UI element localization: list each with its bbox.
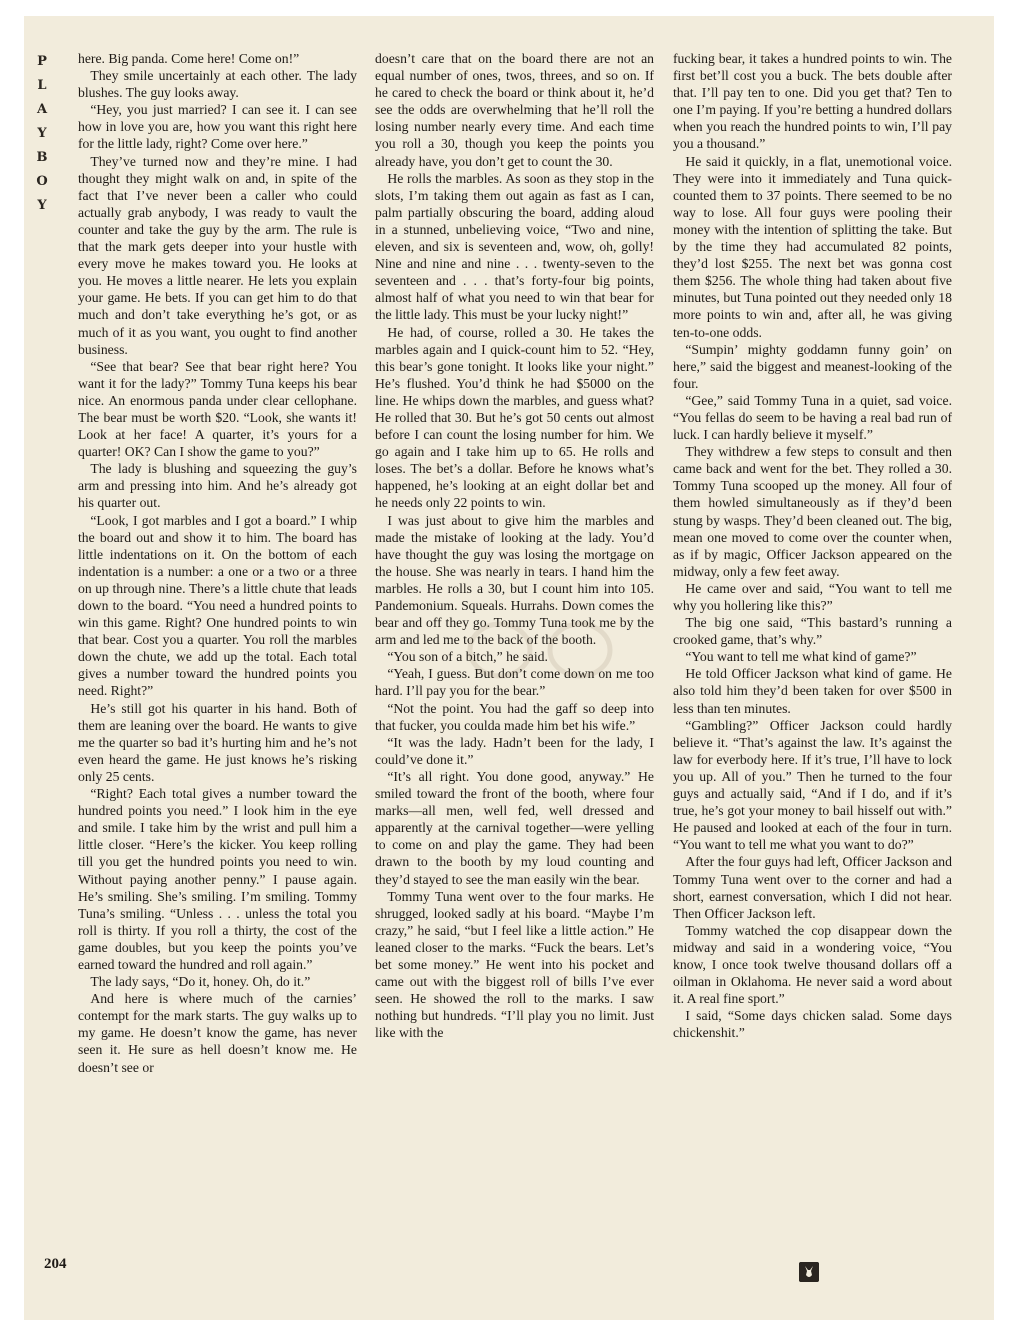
article-paragraph: “Sumpin’ mighty goddamn funny goin’ on here,” said the biggest and meanest-looking of the four. <box>673 341 952 391</box>
article-paragraph: fucking bear, it takes a hundred points to win. The first bet’ll cost you a buck. The bets double after that. I’ll pay ten to one. Did you get that? Ten to one I’m paying. If you’re betting a hundred dollars when you reach the hundred points to win, I’ll pay you a thousand.” <box>673 51 952 152</box>
masthead-letter: O <box>36 174 48 189</box>
article-paragraph: He had, of course, rolled a 30. He takes the marbles again and I quick-count him to 52. “Hey, this bear’s gone tonight. It looks like your night.” He’s flushed. You’d think he had $5000 on the line. He whips down the marbles, and guess what? He rolled that 30. But he’s got 50 cents out almost before I can count the losing number for him. We go again and I take him up to 65. He rolls and loses. The bet’s a dollar. Before he knows what’s happened, he’s looking at an eight dollar bet and he needs only 22 points to win. <box>375 324 654 511</box>
article-paragraph: And here is where much of the carnies’ contempt for the mark starts. The guy walks up to my game. He doesn’t know the game, has never seen it. He sure as hell doesn’t know me. He doesn’t see or <box>78 991 357 1075</box>
article-paragraph: “Not the point. You had the gaff so deep into that fucker, you coulda made him bet his wife.” <box>375 700 654 733</box>
rabbit-head-end-mark-icon <box>799 1262 819 1282</box>
article-paragraph: They’ve turned now and they’re mine. I had thought they might walk on and, in spite of the fact that I’ve never been a caller who could actually grab anybody, I was ready to vault the counter and take the guy by the arm. The rule is that the mark gets deeper into your hustle with every move he makes toward you. He looks at you. He moves a little nearer. He lets you explain your game. He bets. If you can get him to do that much and don’t take everything he’s got, or as much of it as you want, you ought to find another business. <box>78 153 357 357</box>
page-number: 204 <box>44 1256 67 1272</box>
article-paragraph: “It’s all right. You done good, anyway.” He smiled toward the front of the booth, where four marks—all men, well fed, well dressed and apparently at the carnival together—were yelling to come on and play the game. They had been drawn to the booth by my loud counting and they’d stayed to see the man easily win the bear. <box>375 768 654 887</box>
masthead-vertical <box>30 50 54 218</box>
masthead-letter: L <box>37 78 47 93</box>
article-paragraph: They withdrew a few steps to consult and then came back and went for the bet. They rolled a 30. Tommy Tuna scooped up the money. All four of them howled simultaneously as if they’d been stung by wasps. They’d been cleaned out. The big, mean one moved to come over the counter when, as if by magic, Officer Jackson appeared on the midway, only a few feet away. <box>673 444 952 579</box>
masthead-letter: Y <box>37 126 47 141</box>
article-paragraph: doesn’t care that on the board there are not an equal number of ones, twos, threes, and so on. If he cared to check the board or think about it, he’d see the odds are overwhelming that he’ll roll the losing number nearly every time. And each time you roll a 30, though you keep the points you already have, you don’t get to count the 30. <box>375 51 654 169</box>
masthead-letter: B <box>36 150 48 165</box>
article-paragraph: The lady is blushing and squeezing the guy’s arm and pressing into him. And he’s already got his quarter out. <box>78 461 357 511</box>
masthead-letter: Y <box>37 198 47 213</box>
article-paragraph: The big one said, “This bastard’s running a crooked game, that’s why.” <box>673 615 952 648</box>
masthead-letter: P <box>37 54 47 69</box>
article-paragraph: The lady says, “Do it, honey. Oh, do it.” <box>90 974 311 990</box>
article-paragraph: “Hey, you just married? I can see it. I can see how in love you are, how you want this right here for the little lady, right? Come over here.” <box>78 102 357 152</box>
article-paragraph: “You son of a bitch,” he said. <box>387 649 548 665</box>
article-column-3 <box>673 50 952 1290</box>
watermark-logo <box>440 605 640 695</box>
article-paragraph: “You want to tell me what kind of game?” <box>685 649 917 665</box>
article-paragraph: I said, “Some days chicken salad. Some days chickenshit.” <box>673 1008 952 1041</box>
article-paragraph: Tommy Tuna went over to the four marks. He shrugged, looked sadly at his board. “Maybe I’m crazy,” he said, “but I feel like a little action.” He leaned closer to the marks. “Fuck the bears. Let’s bet some money.” He went into his pocket and came out with the biggest roll of bills I’ve ever seen. He showed the roll to the marks. I saw nothing but hundreds. “I’ll play you no limit. Just like with the <box>375 888 654 1041</box>
article-paragraph: “It was the lady. Hadn’t been for the lady, I could’ve done it.” <box>375 734 654 767</box>
article-paragraph: “Gee,” said Tommy Tuna in a quiet, sad voice. “You fellas do seem to be having a real bad run of luck. I can hardly believe it myself.” <box>673 392 952 443</box>
article-paragraph: He said it quickly, in a flat, unemotional voice. They were into it immediately and Tuna quick-counted them to 37 points. There seemed to be no way to lose. All four guys were pooling their money with the intention of splitting the take. But by the time they had accumulated 82 points, they’d lost $255. The next bet was gonna cost them $256. The whole thing had taken about five minutes, but Tuna pointed out they needed only 18 more points to win and, after all, he was giving ten-to-one odds. <box>673 153 952 340</box>
article-paragraph: They smile uncertainly at each other. The lady blushes. The guy looks away. <box>78 68 357 101</box>
article-paragraph: “See that bear? See that bear right here? You want it for the lady?” Tommy Tuna keeps his bear nice. An enormous panda under clear cellophane. The bear must be worth $20. “Look, she wants it! Look at her face! A quarter, it’s yours for a quarter! OK? Can I show the game to you?” <box>78 358 357 460</box>
article-paragraph: After the four guys had left, Officer Jackson and Tommy Tuna went over to the corner and had a short, earnest conversation, which I did not hear. Then Officer Jackson left. <box>673 854 952 921</box>
article-paragraph: “Right? Each total gives a number toward the hundred points you need.” I look him in the eye and smile. I take him by the wrist and pull him a little closer. “Here’s the kicker. You keep rolling till you get the hundred points you need to win. Without paying another penny.” I pause again. He’s smiling. She’s smiling. I’m smiling. Tommy Tuna’s smiling. “Unless . . . unless the total you roll is thirty. If you roll a thirty, the cost of the game doubles, but you keep the points you’ve earned toward the hundred and roll again.” <box>78 786 357 972</box>
article-paragraph: I was just about to give him the marbles and made the mistake of looking at the lady. You’d have thought the guy was losing the mortgage on the house. She was nearly in tears. I hand him the marbles. He rolls a 30, but I count him into 105. Pandemonium. Squeals. Hurrahs. Down comes the bear and off they go. Tommy Tuna took me by the arm and led me to the back of the booth. <box>375 512 654 648</box>
article-paragraph: He’s still got his quarter in his hand. Both of them are leaning over the board. He wants to give me the quarter so bad it’s hurting him and he’s not even heard the game. He just knows he’s risking only 25 cents. <box>78 700 357 784</box>
article-paragraph: here. Big panda. Come here! Come on!” <box>78 51 300 66</box>
article-paragraph: He told Officer Jackson what kind of game. He also told him they’d been taken for over $500 in less than ten minutes. <box>673 666 952 716</box>
masthead-letter: A <box>36 102 48 117</box>
article-column-1 <box>78 50 357 1290</box>
article-paragraph: “Look, I got marbles and I got a board.” I whip the board out and show it to him. The board has little indentations on it. On the bottom of each indentation is a number: a one or a two or a three on up through nine. There’s a little chute that leads down to the board. “You need a hundred points to win this game. Right? One hundred points to win that bear. Cost you a quarter. You roll the marbles down the chute, we add up the total. Each total gives a number toward the hundred points you need. Right?” <box>78 512 357 699</box>
article-paragraph: “Yeah, I guess. But don’t come down on me too hard. I’ll pay you for the bear.” <box>375 666 654 699</box>
article-paragraph: “Gambling?” Officer Jackson could hardly believe it. “That’s against the law. It’s against the law for everbody here. If it’s true, I’ll have to lock you up. All of you.” Then he turned to the four guys and actually said, “And if I do, and if it’s true, he’s got your money to bail hisself out with.” He paused and looked at each of the four in turn. “You want to tell me what you want to do?” <box>673 717 952 853</box>
article-paragraph: He came over and said, “You want to tell me why you hollering like this?” <box>673 580 952 613</box>
article-paragraph: Tommy watched the cop disappear down the midway and said in a wondering voice, “You know, I once took twelve thousand dollars off a oilman in Oklahoma. He never said a word about it. A real fine sport.” <box>673 922 952 1007</box>
article-paragraph: He rolls the marbles. As soon as they stop in the slots, I’m taking them out again as fast as I can, palm partially obscuring the board, adding aloud in a stunned, unbelieving voice, “Two and nine, eleven, and six is seventeen and, wow, oh, golly! Nine and nine and nine . . . twenty-seven to the seventeen and . . . that’s forty-four big points, almost half of what you need to win that bear for the little lady. This must be your lucky night!” <box>375 170 654 323</box>
